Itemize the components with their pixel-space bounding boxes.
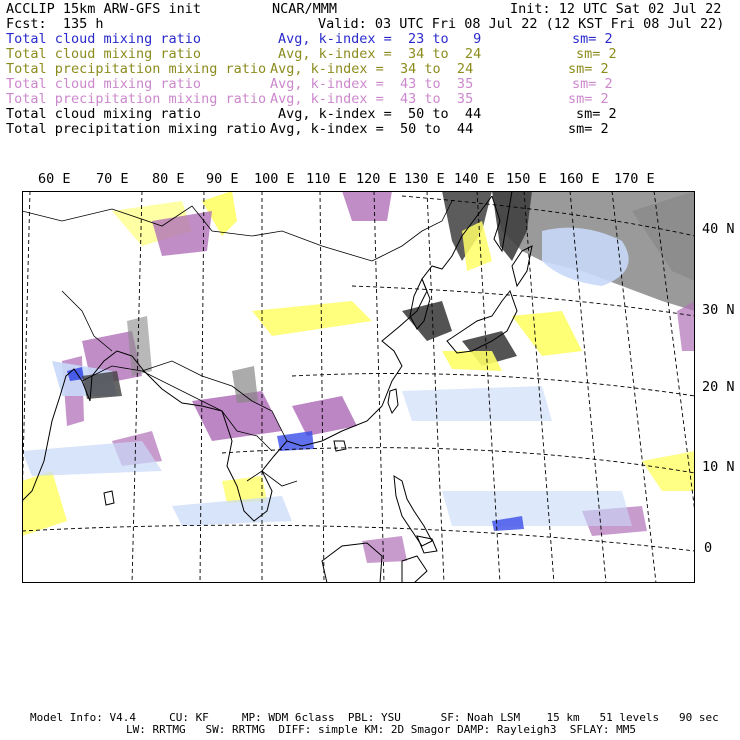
longitude-label: 100 E [254, 171, 295, 187]
longitude-label: 60 E [38, 171, 71, 187]
field-k-index: Avg, k-index = 50 to 44 [278, 106, 482, 122]
center-label: NCAR/MMM [272, 1, 338, 17]
longitude-label: 160 E [559, 171, 600, 187]
field-k-index: Avg, k-index = 34 to 24 [278, 46, 482, 62]
longitude-label: 120 E [356, 171, 397, 187]
field-smoothing: sm= 2 [568, 61, 609, 77]
model-info-line1: Model Info: V4.4 CU: KF MP: WDM 6class PBL: YSU SF: Noah LSM 15 km 51 levels 90 sec [30, 711, 719, 724]
longitude-label: 80 E [152, 171, 185, 187]
field-k-index: Avg, k-index = 43 to 35 [270, 76, 474, 92]
field-name: Total cloud mixing ratio [6, 106, 202, 122]
longitude-label: 130 E [404, 171, 445, 187]
field-name: Total precipitation mixing ratio [6, 121, 267, 137]
cloud-patch [442, 491, 632, 526]
longitude-label: 70 E [96, 171, 129, 187]
forecast-hour: Fcst: 135 h [6, 16, 104, 32]
cloud-patch [402, 386, 552, 421]
field-k-index: Avg, k-index = 50 to 44 [270, 121, 474, 137]
valid-time: Valid: 03 UTC Fri 08 Jul 22 (12 KST Fri 08 Jul 22) [318, 16, 725, 32]
field-smoothing: sm= 2 [572, 31, 613, 47]
latitude-label: 40 N [702, 221, 735, 237]
field-name: Total cloud mixing ratio [6, 76, 202, 92]
longitude-label: 140 E [454, 171, 495, 187]
field-smoothing: sm= 2 [568, 91, 609, 107]
field-smoothing: sm= 2 [568, 121, 609, 137]
field-k-index: Avg, k-index = 23 to 9 [278, 31, 482, 47]
latitude-label: 10 N [702, 459, 735, 475]
field-name: Total precipitation mixing ratio [6, 61, 267, 77]
longitude-label: 170 E [614, 171, 655, 187]
latitude-label: 20 N [702, 379, 735, 395]
longitude-label: 110 E [306, 171, 347, 187]
model-info-line2: LW: RRTMG SW: RRTMG DIFF: simple KM: 2D Smagor DAMP: Rayleigh3 SFLAY: MM5 [126, 723, 636, 736]
field-k-index: Avg, k-index = 34 to 24 [270, 61, 474, 77]
longitude-label: 90 E [206, 171, 239, 187]
field-smoothing: sm= 2 [576, 46, 617, 62]
field-name: Total cloud mixing ratio [6, 46, 202, 62]
init-time: Init: 12 UTC Sat 02 Jul 22 [510, 1, 722, 17]
field-name: Total cloud mixing ratio [6, 31, 202, 47]
latitude-label: 0 [704, 540, 713, 556]
field-name: Total precipitation mixing ratio [6, 91, 267, 107]
field-smoothing: sm= 2 [576, 106, 617, 122]
field-smoothing: sm= 2 [572, 76, 613, 92]
field-k-index: Avg, k-index = 43 to 35 [270, 91, 474, 107]
model-title: ACCLIP 15km ARW-GFS init [6, 1, 202, 17]
forecast-map [22, 191, 695, 583]
latitude-label: 30 N [702, 302, 735, 318]
longitude-label: 150 E [506, 171, 547, 187]
